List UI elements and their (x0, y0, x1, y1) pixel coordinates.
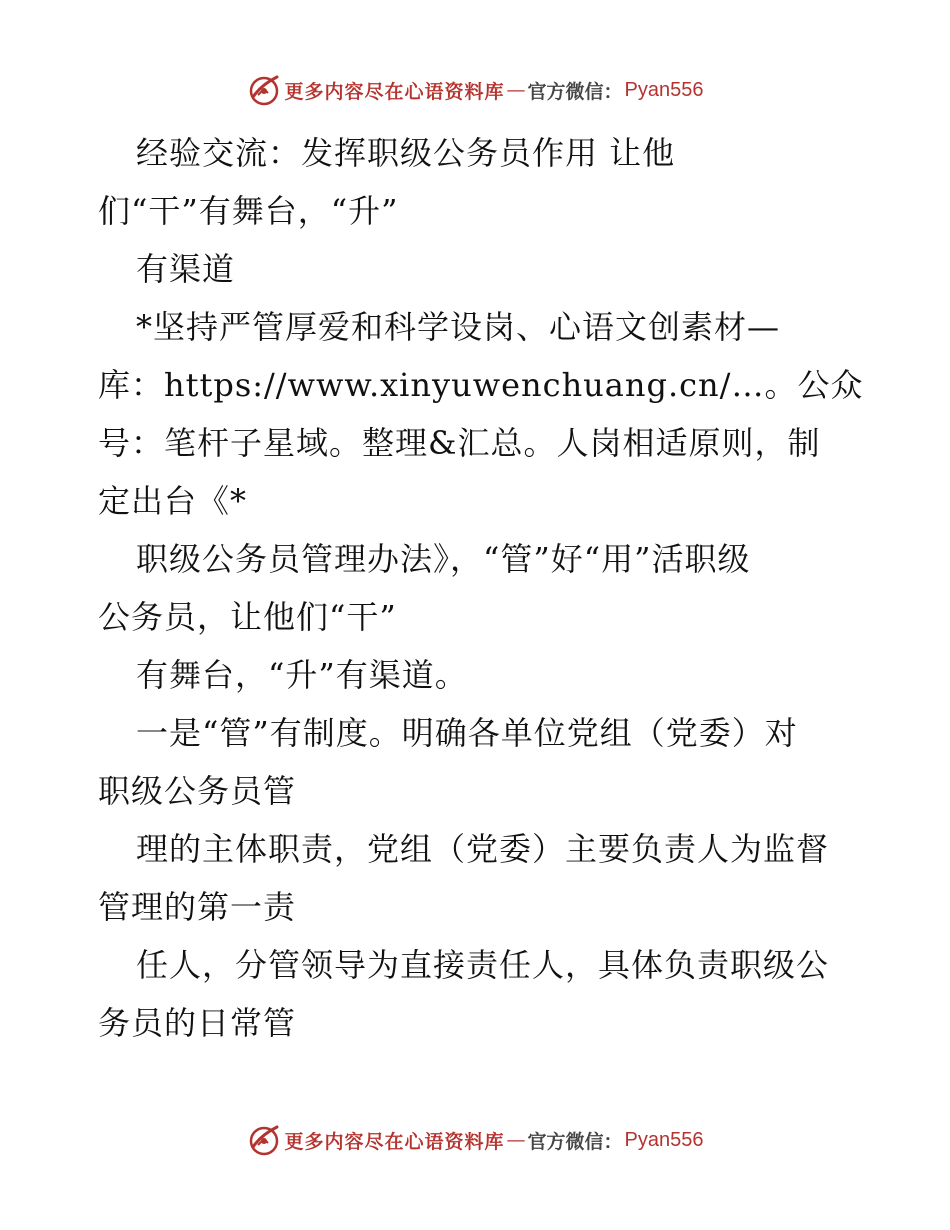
body-line: 经验交流：发挥职级公务员作用 让他 (136, 134, 676, 172)
body-line: 一是“管”有制度。明确各单位党组（党委）对 (136, 714, 798, 752)
footer-banner (0, 1120, 950, 1160)
body-line: 公务员，让他们“干” (98, 598, 397, 636)
body-line: 职级公务员管 (98, 772, 297, 810)
body-line: 任人，分管领导为直接责任人，具体负责职级公 (136, 946, 830, 984)
body-line: *坚持严管厚爱和科学设岗、心语文创素材— (136, 308, 781, 346)
banner-wechat-id: Pyan556 (624, 78, 704, 101)
body-line: 管理的第一责 (98, 888, 297, 926)
body-line: 务员的日常管 (98, 1004, 297, 1042)
brush-logo-icon (247, 73, 281, 107)
document-body (98, 124, 864, 1052)
body-line: 职级公务员管理办法》，“管”好“用”活职级 (136, 540, 751, 578)
banner-wechat-label: 官方微信： (527, 80, 623, 103)
body-line: 们“干”有舞台，“升” (98, 192, 399, 230)
banner-wechat-label: 官方微信： (527, 1130, 623, 1153)
banner-dash: — (506, 1129, 526, 1151)
banner-site-text: 更多内容尽在心语资料库 (284, 80, 505, 103)
banner-dash: — (506, 79, 526, 101)
body-line: 理的主体职责，党组（党委）主要负责人为监督 (136, 830, 830, 868)
body-line: 有渠道 (136, 250, 236, 288)
body-line: 有舞台，“升”有渠道。 (136, 656, 468, 694)
body-line: 库：https://www.xinyuwenchuang.cn/…。公众 (98, 366, 864, 404)
banner-wechat-id: Pyan556 (624, 1128, 704, 1151)
brush-logo-icon (247, 1123, 281, 1157)
banner-site-text: 更多内容尽在心语资料库 (284, 1130, 505, 1153)
body-line: 定出台《* (98, 482, 248, 520)
header-banner (0, 70, 950, 110)
body-line: 号：笔杆子星域。整理&汇总。人岗相适原则，制 (98, 424, 821, 462)
